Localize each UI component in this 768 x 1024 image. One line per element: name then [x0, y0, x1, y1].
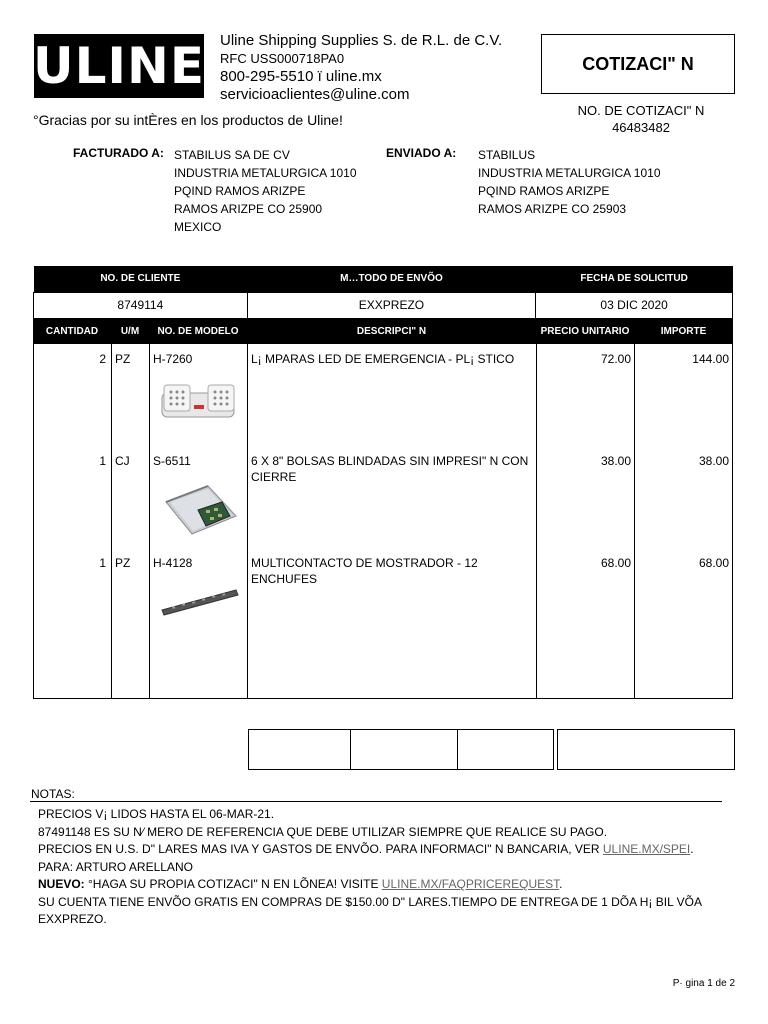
price-request-link[interactable]: ULINE.MX/FAQPRICEREQUEST	[381, 877, 560, 891]
shipping-method-header: M…TODO DE ENVÕO	[247, 266, 536, 292]
company-info	[220, 32, 502, 104]
order-info-table	[33, 266, 733, 319]
shipping-line: RAMOS ARIZPE CO 25903	[478, 202, 627, 216]
items-table-body	[33, 344, 733, 699]
request-date: 03 DIC 2020	[536, 292, 733, 318]
item-description: L¡ MPARAS LED DE EMERGENCIA - PL¡ STICO	[251, 352, 515, 366]
note-currency-end: .	[690, 842, 694, 856]
note-attention: PARA: ARTURO ARELLANO	[38, 859, 193, 874]
notes-section	[38, 806, 768, 929]
model-header: NO. DE MODELO	[149, 318, 247, 344]
quote-number-label: NO. DE COTIZACI" N	[577, 103, 705, 118]
billing-line: INDUSTRIA METALURGICA 1010	[174, 166, 357, 180]
description-header: DESCRIPCI" N	[247, 318, 536, 344]
note-free-shipping: SU CUENTA TIENE ENVÕO GRATIS EN COMPRAS DE $150.00 D" LARES.TIEMPO DE ENTREGA DE 1 DÕA H¡ BIL VÕA EXXPREZO.	[38, 894, 702, 926]
item-amount: 144.00	[692, 352, 729, 366]
item-model: H-4128	[153, 556, 193, 570]
item-um: PZ	[115, 352, 131, 366]
note-currency	[38, 841, 768, 859]
billing-label: FACTURADO A:	[73, 146, 164, 160]
shipping-label: ENVIADO A:	[386, 146, 457, 160]
note-new-bold: NUEVO:	[38, 877, 85, 891]
item-model: H-7260	[153, 352, 193, 366]
um-header: U/M	[111, 318, 149, 344]
company-name: Uline Shipping Supplies S. de R.L. de C.V.	[220, 32, 503, 49]
item-um: CJ	[115, 454, 130, 468]
item-unit-price: 72.00	[600, 352, 631, 366]
item-qty: 2	[99, 352, 106, 366]
note-new	[38, 876, 768, 894]
shipping-line: PQIND RAMOS ARIZPE	[478, 184, 610, 198]
quote-number-block	[541, 102, 741, 136]
item-amount: 38.00	[698, 454, 729, 468]
customer-number: 8749114	[34, 292, 248, 318]
item-unit-price: 38.00	[600, 454, 631, 468]
page-number: P· gina 1 de 2	[672, 978, 735, 989]
billing-address	[174, 146, 357, 236]
thanks-message: °Gracias por su intÈres en los productos de Uline!	[33, 112, 343, 128]
item-description: 6 X 8" BOLSAS BLINDADAS SIN IMPRESI" N CON CIERRE	[251, 454, 529, 484]
note-currency-text: PRECIOS EN U.S. D" LARES MAS IVA Y GASTOS DE ENVÕO. PARA INFORMACI" N BANCARIA, VER	[38, 842, 603, 856]
billing-line: MEXICO	[174, 220, 222, 234]
company-rfc: RFC USS000718PA0	[220, 51, 345, 66]
notes-divider	[30, 801, 722, 802]
notes-label: NOTAS:	[31, 787, 75, 801]
item-qty: 1	[99, 556, 106, 570]
shipping-line: STABILUS	[478, 148, 536, 162]
emergency-light-image	[160, 379, 238, 423]
request-date-header: FECHA DE SOLICITUD	[536, 266, 733, 292]
billing-line: PQIND RAMOS ARIZPE	[174, 184, 306, 198]
note-reference: 87491148 ES SU N⁄ MERO DE REFERENCIA QUE DEBE UTILIZAR SIEMPRE QUE REALICE SU PAGO.	[38, 824, 608, 839]
spei-link[interactable]: ULINE.MX/SPEI	[602, 842, 691, 856]
amount-header: IMPORTE	[634, 318, 733, 344]
item-um: PZ	[115, 556, 131, 570]
uline-logo: ULINE	[34, 34, 204, 98]
quote-number: 46483482	[612, 120, 670, 135]
items-table-header	[33, 318, 733, 344]
shipping-line: INDUSTRIA METALURGICA 1010	[478, 166, 661, 180]
billing-line: RAMOS ARIZPE CO 25900	[174, 202, 323, 216]
item-description: MULTICONTACTO DE MOSTRADOR - 12 ENCHUFES	[251, 556, 478, 586]
document-title: COTIZACI" N	[541, 34, 735, 94]
unit-price-header: PRECIO UNITARIO	[536, 318, 634, 344]
static-shielding-bag-image	[160, 482, 240, 538]
note-new-end: .	[559, 877, 563, 891]
power-strip-image	[160, 586, 240, 616]
shipping-address	[478, 146, 661, 218]
item-unit-price: 68.00	[600, 556, 631, 570]
customer-number-header: NO. DE CLIENTE	[34, 266, 248, 292]
company-phone: 800-295-5510 ï uline.mx	[220, 68, 382, 85]
billing-line: STABILUS SA DE CV	[174, 148, 290, 162]
item-amount: 68.00	[698, 556, 729, 570]
totals-box	[248, 729, 554, 770]
company-email: servicioaclientes@uline.com	[220, 86, 410, 103]
shipping-method: EXXPREZO	[247, 292, 536, 318]
item-model: S-6511	[153, 454, 191, 468]
note-new-text: °HAGA SU PROPIA COTIZACI" N EN LÕNEA! VISITE	[84, 877, 382, 891]
qty-header: CANTIDAD	[33, 318, 111, 344]
note-validity: PRECIOS V¡ LIDOS HASTA EL 06-MAR-21.	[38, 807, 275, 821]
total-amount-box	[557, 729, 735, 770]
item-qty: 1	[99, 454, 106, 468]
